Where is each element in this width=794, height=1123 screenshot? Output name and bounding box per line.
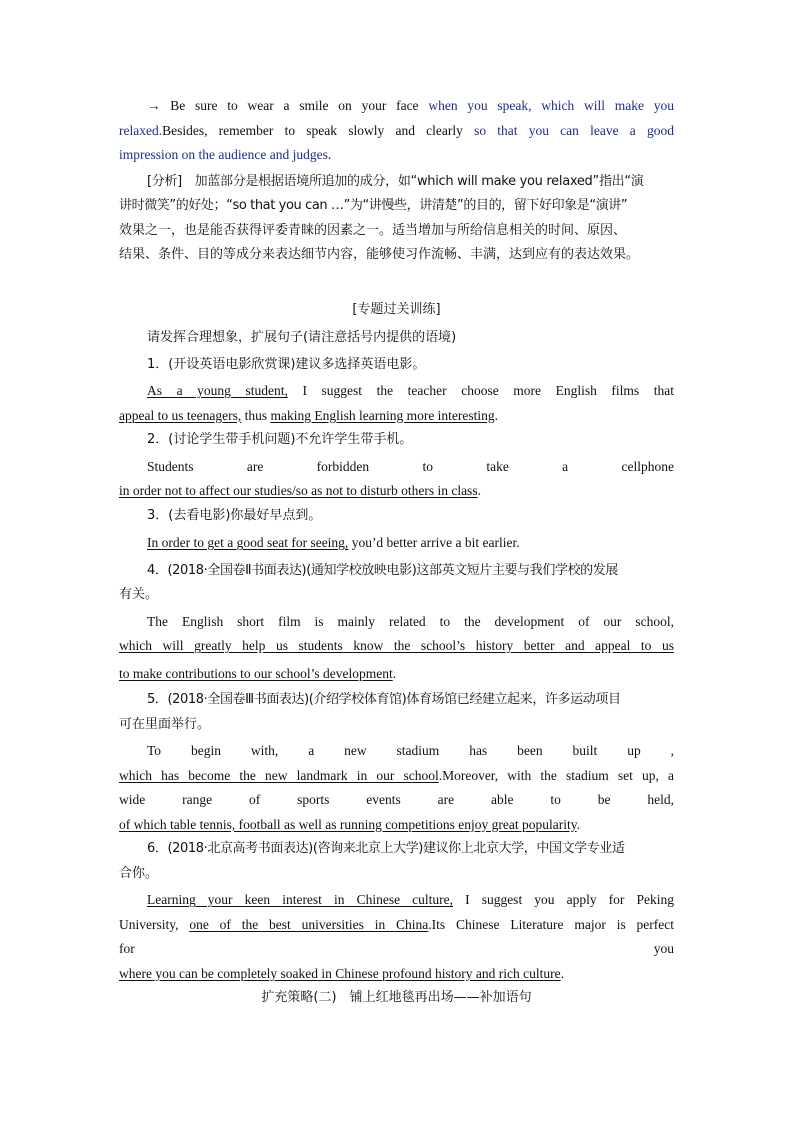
answer-3: In order to get a good seat for seeing, you’d better arrive a bit earlier. [147,535,520,550]
answer-2-line-1: Students are forbidden to take a cellphone [147,458,674,474]
question-1: 1．(开设英语电影欣赏课)建议多选择英语电影。 [147,356,426,372]
answer-5-line-2: which has become the new landmark in our school.Moreover, with the stadium set up, a [119,767,675,783]
document-page [119,94,674,1011]
answer-5-line-1: To begin with, a new stadium has been built up , [147,743,674,758]
section-heading: [专题过关训练] [352,301,441,317]
answer-1-line-2: appeal to us teenagers, thus making English learning more interesting. [119,407,499,423]
answer-5-line-4: of which table tennis, football as well as running competitions enjoy great popularity. [119,816,581,832]
next-section-title: 扩充策略(二) 铺上红地毯再出场——补加语句 [261,990,532,1005]
answer-4-line-3: to make contributions to our school’s development. [119,665,397,681]
question-3: 3．(去看电影)你最好早点到。 [147,507,322,523]
answer-2-line-2: in order not to affect our studies/so as not to disturb others in class. [119,483,481,498]
answer-6-line-3: for you [119,941,674,956]
question-6-line-1: 6．(2018·北京高考书面表达)(咨询来北京上大学)建议你上北京大学，中国文学专业适 [147,841,625,856]
answer-5-line-3: wide range of sports events are able to be held, [119,792,674,807]
question-6-line-2: 合你。 [119,865,159,881]
question-2: 2．(讨论学生带手机问题)不允许学生带手机。 [147,432,413,447]
arrow-icon: → [147,98,161,113]
answer-4-line-1: The English short film is mainly related to the development of our school, [147,613,674,629]
answer-6-line-4: where you can be completely soaked in Chinese profound history and rich culture. [119,965,564,981]
answer-6-line-1: Learning your keen interest in Chinese culture, I suggest you apply for Peking [147,892,674,907]
answer-4-line-2: which will greatly help us students know the school’s history better and appeal to us [119,638,674,653]
answer-6-line-2: University, one of the best universities in China.Its Chinese Literature major is perfect [119,916,675,932]
answer-1-line-1: As a young student, I suggest the teacher choose more English films that [147,383,674,398]
instruction: 请发挥合理想象，扩展句子(请注意括号内提供的语境) [147,330,457,345]
intro-line-2: relaxed.Besides, remember to speak slowly and clearly so that you can leave a good [119,122,674,138]
question-5-line-1: 5．(2018·全国卷Ⅲ书面表达)(介绍学校体育馆)体育场馆已经建立起来，许多运动项目 [147,692,621,707]
question-4-line-1: 4．(2018·全国卷Ⅱ书面表达)(通知学校放映电影)这部英文短片主要与我们学校的发展 [147,562,618,578]
intro-line-1: → Be sure to wear a smile on your face when you speak, which will make you [147,98,674,113]
intro-line-3: impression on the audience and judges. [119,147,332,162]
question-5-line-2: 可在里面举行。 [119,716,211,732]
analysis-paragraph: [分析] 加蓝部分是根据语境所追加的成分，如“which will make you relaxed”指出“演 讲时微笑”的好处；“so that you can …”为“讲慢些，讲清楚”的目的，留下好印象是“演讲” 效果之一，也是能否获得评委青睐的因素之一。适当增加与所给信息相关的时间、原因、 结果、条件、目的等成分来表达细节内容，能够使习作流畅、丰满，达到应有的表达效果。 [119,173,644,262]
question-4-line-2: 有关。 [119,587,159,602]
